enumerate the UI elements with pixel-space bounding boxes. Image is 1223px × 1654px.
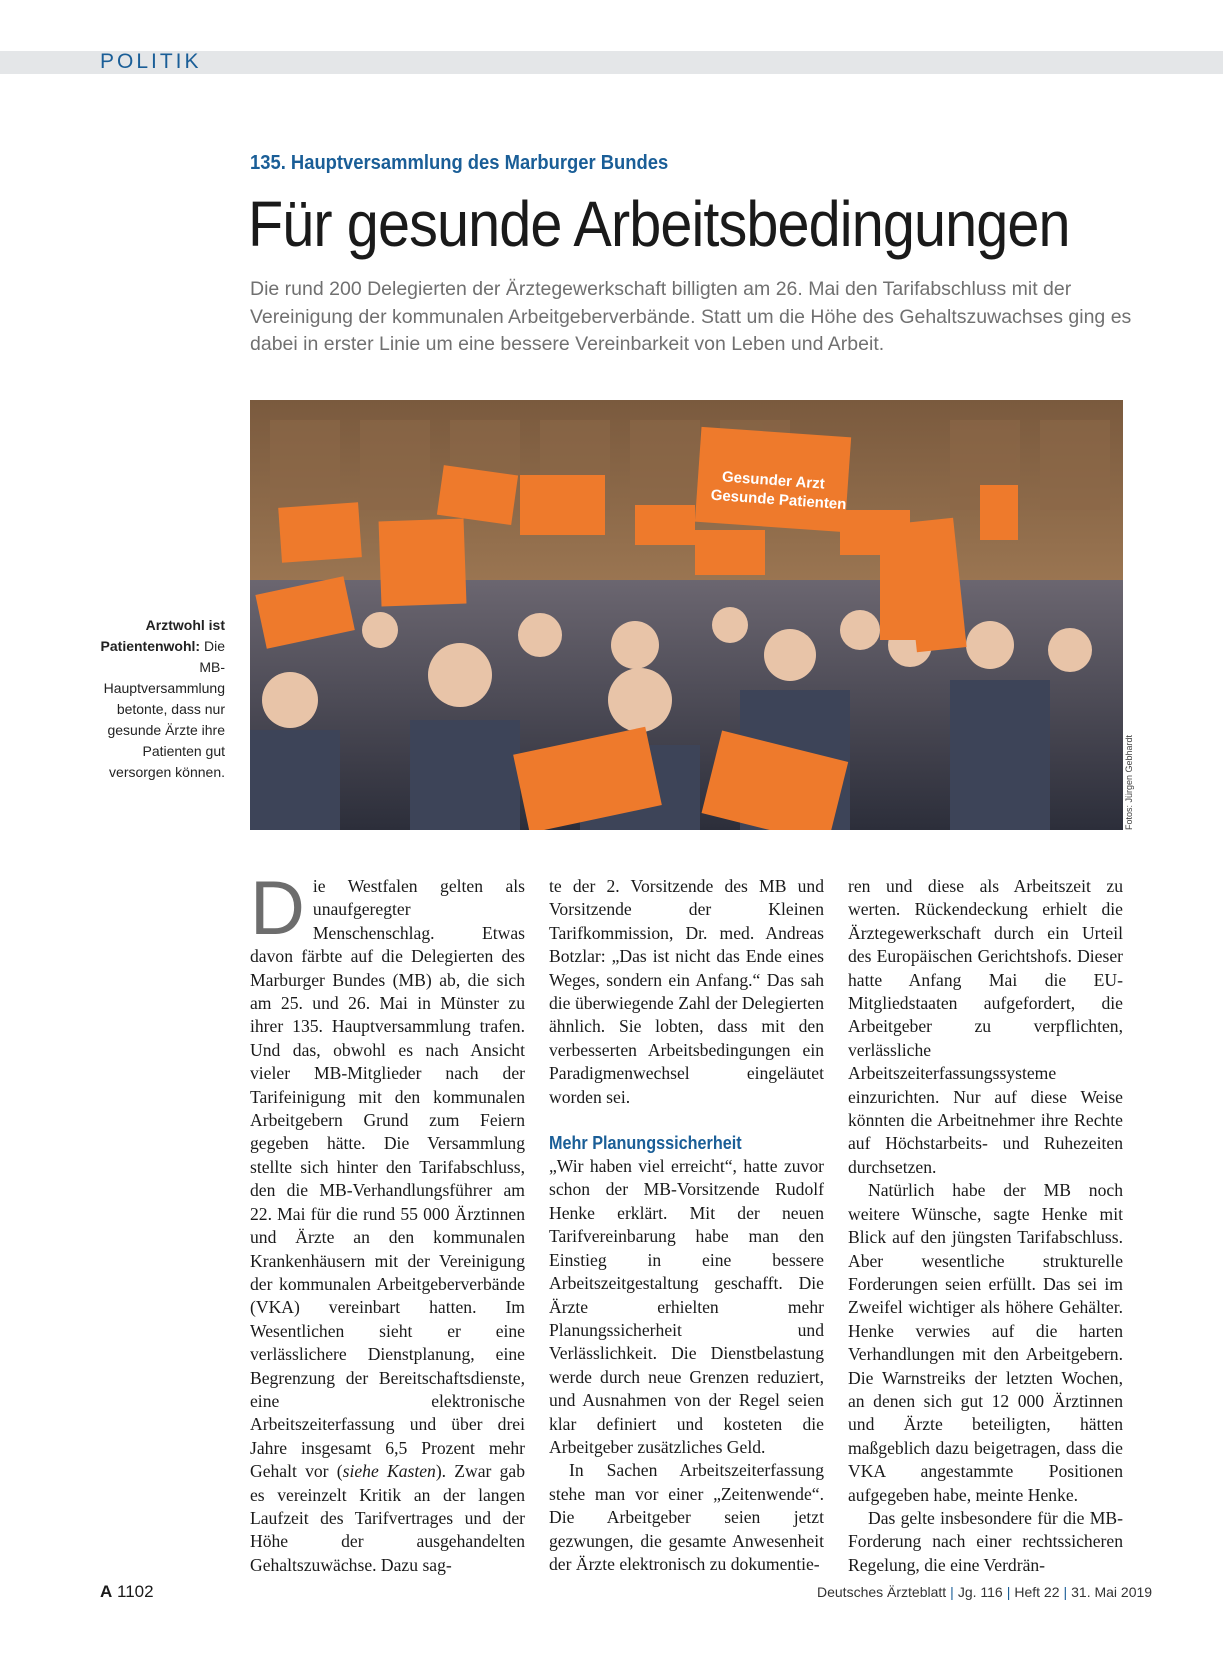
col2-paragraph-1: te der 2. Vorsitzende des MB und Vorsitzende der Kleinen Tarifkommission, Dr. med. Andreas Botzlar: „Das ist nicht das Ende eines Weges, sondern ein Anfang.“ Das sah die überwiegende Zahl der Delegierten ähnlich. Sie lobten, dass mit den verbesserten Arbeitsbedingungen ein Paradigmenwechsel eingeläutet worden sei. [549,876,824,1107]
col3-paragraph-3: Das gelte insbesondere für die MB-Forderung nach einer rechtssicheren Regelung, die eine Verdrän- [848,1507,1123,1575]
journal-name: Deutsches Ärzteblatt [817,1584,947,1600]
article-column-2 [549,875,824,1576]
journal-issue: Heft 22 [1014,1584,1060,1600]
journal-volume: Jg. 116 [957,1584,1003,1600]
photo-credit: Fotos: Jürgen Gebhardt [1124,734,1134,830]
journal-date: 31. Mai 2019 [1071,1584,1153,1600]
col1-paragraph-1-end: ). Zwar gab es vereinzelt Kritik an der langen Laufzeit des Tarifvertrages und der Höhe der ausgehandelten Gehaltszuwächse. Dazu sag- [250,1461,525,1575]
page-number-value: 1102 [117,1582,154,1601]
drop-cap: D [250,866,305,951]
photo-caption [80,615,225,783]
col3-paragraph-2: Natürlich habe der MB noch weitere Wünsche, sagte Henke mit Blick auf den jüngsten Tarifabschluss. Aber wesentliche strukturelle Forderungen seien erfüllt. Das sei im Zweifel wichtiger als höhere Gehälter. Henke verwies auf die harten Verhandlungen mit den Arbeitgebern. Die Warnstreiks der letzten Wochen, an denen sich gut 12 000 Ärztinnen und Ärzte beteiligten, hätten maßgeblich dazu beigetragen, dass die VKA angestammte Positionen aufgegeben habe, meinte Henke. [848,1180,1123,1505]
article-headline: Für gesunde Arbeitsbedingungen [248,188,1070,260]
col3-paragraph-1: ren und diese als Arbeitszeit zu werten. Rückendeckung erhielt die Ärztegewerkschaft durch ein Urteil des Europäischen Gerichtshofs. Dieser hatte Anfang Mai die EU-Mitgliedstaaten aufgefordert, die Arbeitgeber zu verpflichten, verlässliche Arbeitszeiterfassungssysteme einzurichten. Nur auf diese Weise könnten die Arbeitnehmer ihre Rechte auf Höchstarbeits- und Ruhezeiten durchsetzen. [848,876,1123,1177]
col2-paragraph-2: „Wir haben viel erreicht“, hatte zuvor schon der MB-Vorsitzende Rudolf Henke erklärt. Mit der neuen Tarifvereinbarung habe man den Einstieg in eine bessere Arbeitszeitgestaltung geschafft. Die Ärzte erhielten mehr Planungssicherheit und Verlässlichkeit. Die Dienstbelastung werde durch neue Grenzen reduziert, und Ausnahmen von der Regel seien klar definiert und kosteten die Arbeitgeber zusätzliches Geld. [549,1156,824,1457]
article-column-3 [848,875,1123,1577]
sign-text-2: Gesunde Patienten [710,486,847,514]
col2-paragraph-3: In Sachen Arbeitszeiterfassung stehe man vor einer „Zeitenwende“. Die Arbeitgeber seien jetzt gezwungen, die gesamte Anwesenheit der Ärzte elektronisch zu dokumentie- [549,1460,824,1574]
journal-footer [817,1584,1152,1600]
footer-separator: | [1006,1584,1011,1600]
article-column-1 [250,866,525,1577]
col1-italic-ref: siehe Kasten [342,1461,436,1482]
col1-paragraph-1: ie Westfalen gelten als unaufgeregter Menschenschlag. Etwas davon färbte auf die Delegierten des Marburger Bundes (MB) ab, die sich am 25. und 26. Mai in Münster zu ihrer 135. Hauptversammlung trafen. Und das, obwohl es nach Ansicht vieler MB-Mitglieder nach der Tarifeinigung mit den kommunalen Arbeitgebern Grund zum Feiern gegeben hätte. Die Versammlung stellte sich hinter den Tarifabschluss, den die MB-Verhandlungsführer am 22. Mai für die rund 55 000 Ärztinnen und Ärzte an den kommunalen Krankenhäusern mit der Vereinigung der kommunalen Arbeitgeberverbände (VKA) vereinbart hatten. Im Wesentlichen sieht er eine verlässlichere Dienstplanung, eine Begrenzung der Bereitschaftsdienste, eine elektronische Arbeitszeiterfassung und über drei Jahre insgesamt 6,5 Prozent mehr Gehalt vor ( [250,876,525,1482]
article-subhead: Mehr Planungssicherheit [549,1133,742,1154]
article-photo [250,400,1123,830]
conference-photo-illustration [250,400,1123,830]
article-lead: Die rund 200 Delegierten der Ärztegewerkschaft billigten am 26. Mai den Tarifabschluss mit der Vereinigung der kommunalen Arbeitgeberverbände. Statt um die Höhe des Gehaltszuwachses ging es dabei in erster Linie um eine bessere Vereinbarkeit von Leben und Arbeit. [250,278,1132,355]
footer-separator: | [1063,1584,1068,1600]
caption-text: Die MB-Hauptversammlung betonte, dass nur gesunde Ärzte ihre Patienten gut versorgen können. [103,638,225,780]
page-prefix: A [100,1582,113,1601]
page-number [100,1582,154,1602]
section-label: POLITIK [100,50,202,73]
caption-bold: Arztwohl ist Patientenwohl: [100,617,225,654]
sign-text-1: Gesunder Arzt [721,468,826,493]
footer-separator: | [950,1584,954,1600]
article-kicker: 135. Hauptversammlung des Marburger Bundes [250,152,669,174]
